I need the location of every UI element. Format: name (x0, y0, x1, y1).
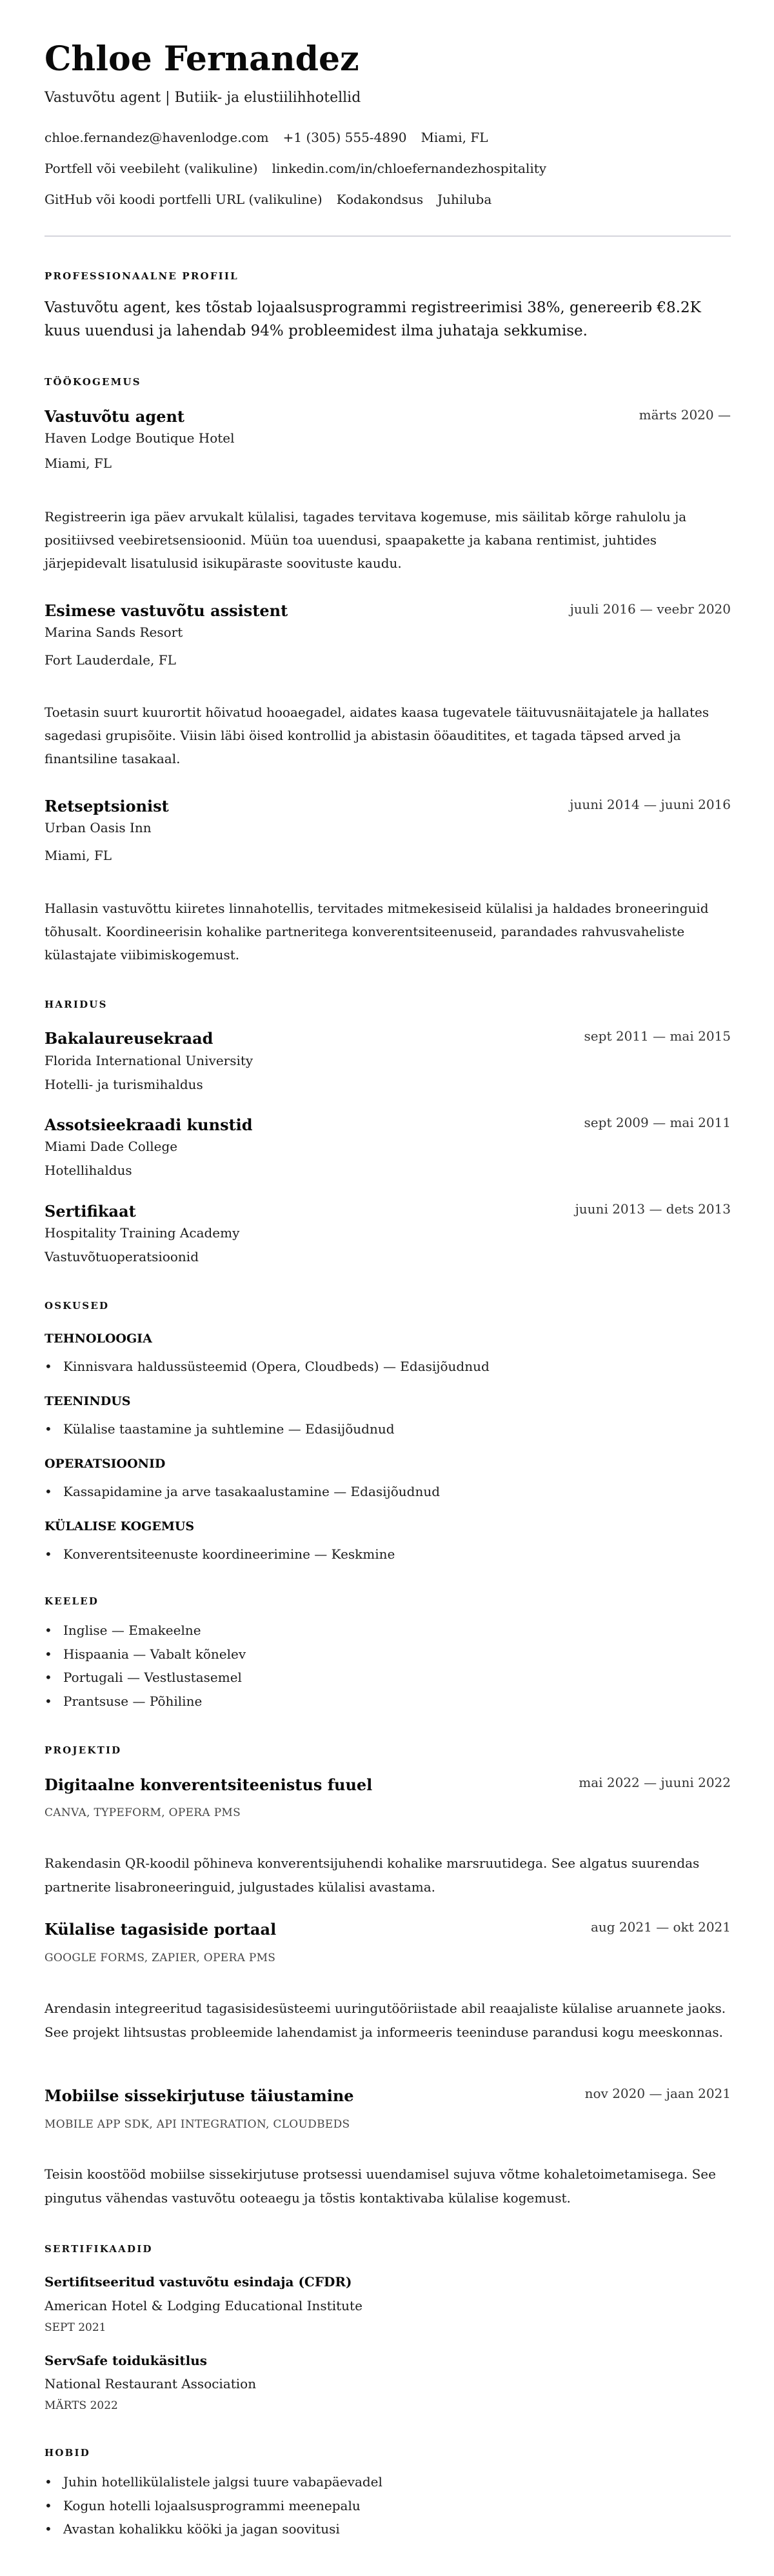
language-item: • Portugali — Vestlustasemel (45, 1666, 731, 1690)
section-heading-certifications: SERTIFIKAADID (45, 2243, 153, 2255)
bullet-icon: • (45, 2497, 52, 2513)
language-list (45, 1619, 731, 1713)
certification-date: MÄRTS 2022 (45, 2399, 118, 2412)
job-company: Marina Sands Resort (45, 624, 183, 640)
job-company: Haven Lodge Boutique Hotel (45, 430, 235, 446)
hobby-item: • Juhin hotellikülalistele jalgsi tuure vabapäevadel (45, 2470, 731, 2494)
hobby-list (45, 2470, 731, 2541)
contact-line-2 (45, 159, 731, 177)
skill-item: • Külalise taastamine ja suhtlemine — Edasijõudnud (45, 1417, 731, 1441)
contact-github[interactable]: GitHub või koodi portfelli URL (valikuline) (45, 192, 322, 207)
profile-summary: Vastuvõtu agent, kes tõstab lojaalsusprogrammi registreerimisi 38%, genereerib €8.2K kuus uuendusi ja lahendab 94% probleemidest ilma juhataja sekkumise. (45, 299, 701, 339)
education-field: Vastuvõtuoperatsioonid (45, 1249, 199, 1264)
project-title: Digitaalne konverentsiteenistus fuuel (45, 1775, 373, 1794)
job-title: Vastuvõtu agent (45, 407, 184, 426)
section-heading-education: HARIDUS (45, 999, 108, 1010)
skill-category: OPERATSIOONID (45, 1457, 166, 1471)
project-tech: CANVA, TYPEFORM, OPERA PMS (45, 1806, 241, 1819)
bullet-icon: • (45, 1622, 52, 1638)
education-school: Hospitality Training Academy (45, 1225, 240, 1241)
project-tech: MOBILE APP SDK, API INTEGRATION, CLOUDBEDS (45, 2118, 350, 2131)
education-school: Florida International University (45, 1053, 253, 1068)
bullet-icon: • (45, 1693, 52, 1709)
project-description: Arendasin integreeritud tagasisidesüsteemi uuringutööriistade abil reaajaliste külalise aruannete jaoks. See projekt lihtsustas probleemide lahendamist ja informeeris teeninduse parandusi kogu meeskonnas. (45, 2001, 726, 2040)
bullet-icon: • (45, 1484, 52, 1499)
job-title: Esimese vastuvõtu assistent (45, 601, 288, 620)
job-description: Toetasin suurt kuurortit hõivatud hooaegadel, aidates kaasa tugevatele täituvusnäitajatele ja hallates sagedasi grupisõite. Viisin läbi öised kontrollid ja abistasin ööauditites, et tagada täpsed arved ja finantsiline tasakaal. (45, 704, 710, 766)
project-description: Rakendasin QR-koodil põhineva konverentsijuhendi kohalike marsruutidega. See algatus suurendas partnerite lisabroneeringuid, julgustades külalisi avastama. (45, 1855, 700, 1895)
bullet-icon: • (45, 1546, 52, 1562)
bullet-icon: • (45, 1646, 52, 1662)
contact-phone[interactable]: +1 (305) 555-4890 (283, 130, 407, 145)
language-item: • Hispaania — Vabalt kõnelev (45, 1642, 731, 1666)
hobby-item: • Kogun hotelli lojaalsusprogrammi meenepalu (45, 2494, 731, 2518)
section-heading-experience: TÖÖKOGEMUS (45, 376, 141, 388)
skill-list (45, 1417, 731, 1441)
section-heading-skills: OSKUSED (45, 1300, 110, 1312)
candidate-headline: Vastuvõtu agent | Butiik- ja elustiilihhotellid (45, 90, 361, 106)
job-description: Hallasin vastuvõttu kiiretes linnahotellis, tervitades mitmekesiseid külalisi ja haldades broneeringuid tõhusalt. Koordineerisin kohalike partneritega konverentsiteenuseid, parandades rahvusvaheliste külastajate viibimiskogemust. (45, 901, 709, 963)
job-description: Registreerin iga päev arvukalt külalisi, tagades tervitava kogemuse, mis säilitab kõrge rahulolu ja positiivsed veebiretsensioonid. Müün toa uuendusi, spaapakette ja kabana rentimist, juhtides järjepidevalt lisatulusid isikupäraste soovituste kaudu. (45, 509, 687, 571)
certification-issuer: American Hotel & Lodging Educational Institute (45, 2298, 362, 2313)
bullet-icon: • (45, 1359, 52, 1374)
project-title: Külalise tagasiside portaal (45, 1920, 277, 1939)
contact-location: Miami, FL (421, 130, 488, 145)
job-location: Fort Lauderdale, FL (45, 652, 176, 668)
bullet-icon: • (45, 2521, 52, 2537)
education-dates: juuni 2013 — dets 2013 (575, 1201, 731, 1217)
hobby-item: • Avastan kohalikku kööki ja jagan soovitusi (45, 2517, 731, 2541)
project-title: Mobiilse sissekirjutuse täiustamine (45, 2086, 354, 2105)
job-dates: märts 2020 — (639, 407, 731, 423)
contact-line-3 (45, 190, 731, 208)
job-dates: juuni 2014 — juuni 2016 (570, 797, 731, 812)
education-dates: sept 2009 — mai 2011 (584, 1115, 731, 1130)
skill-category: KÜLALISE KOGEMUS (45, 1519, 195, 1533)
education-degree: Assotsieekraadi kunstid (45, 1115, 253, 1134)
education-field: Hotelli- ja turismihaldus (45, 1077, 203, 1092)
contact-linkedin[interactable]: linkedin.com/in/chloefernandezhospitality (272, 161, 547, 176)
job-company: Urban Oasis Inn (45, 820, 152, 835)
job-location: Miami, FL (45, 848, 112, 863)
certification-title: Sertifitseeritud vastuvõtu esindaja (CFDR) (45, 2274, 352, 2290)
header-divider (45, 235, 731, 237)
skill-list (45, 1480, 731, 1504)
education-school: Miami Dade College (45, 1139, 178, 1154)
project-dates: aug 2021 — okt 2021 (590, 1919, 731, 1935)
section-heading-profile: PROFESSIONAALNE PROFIIL (45, 270, 239, 282)
skill-item: • Kassapidamine ja arve tasakaalustamine — Edasijõudnud (45, 1480, 731, 1504)
certification-date: SEPT 2021 (45, 2321, 106, 2334)
skill-item: • Konverentsiteenuste koordineerimine — Keskmine (45, 1543, 731, 1566)
education-degree: Bakalaureusekraad (45, 1029, 213, 1048)
education-degree: Sertifikaat (45, 1202, 136, 1221)
contact-email[interactable]: chloe.fernandez@havenlodge.com (45, 130, 269, 145)
section-heading-hobbies: HOBID (45, 2447, 90, 2459)
bullet-icon: • (45, 1421, 52, 1437)
job-dates: juuli 2016 — veebr 2020 (570, 601, 731, 617)
project-dates: nov 2020 — jaan 2021 (584, 2086, 731, 2101)
education-field: Hotellihaldus (45, 1163, 132, 1178)
contact-line-1 (45, 128, 731, 146)
skill-item: • Kinnisvara haldussüsteemid (Opera, Cloudbeds) — Edasijõudnud (45, 1355, 731, 1379)
language-item: • Prantsuse — Põhiline (45, 1690, 731, 1713)
job-title: Retseptsionist (45, 797, 169, 815)
contact-citizenship: Kodakondsus (336, 192, 424, 207)
contact-drivers-license: Juhiluba (437, 192, 492, 207)
skill-category: TEHNOLOOGIA (45, 1332, 152, 1346)
certification-title: ServSafe toidukäsitlus (45, 2353, 208, 2368)
candidate-name: Chloe Fernandez (45, 39, 359, 79)
bullet-icon: • (45, 2474, 52, 2490)
skill-list (45, 1355, 731, 1379)
project-dates: mai 2022 — juuni 2022 (579, 1775, 731, 1790)
education-dates: sept 2011 — mai 2015 (584, 1028, 731, 1044)
project-tech: GOOGLE FORMS, ZAPIER, OPERA PMS (45, 1952, 276, 1964)
job-location: Miami, FL (45, 455, 112, 471)
skill-category: TEENINDUS (45, 1394, 131, 1408)
bullet-icon: • (45, 1670, 52, 1685)
contact-portfolio[interactable]: Portfell või veebileht (valikuline) (45, 161, 258, 176)
language-item: • Inglise — Emakeelne (45, 1619, 731, 1642)
skill-list (45, 1543, 731, 1566)
certification-issuer: National Restaurant Association (45, 2376, 257, 2391)
section-heading-projects: PROJEKTID (45, 1744, 122, 1756)
project-description: Teisin koostööd mobiilse sissekirjutuse protsessi uuendamisel sujuva võtme kohaletoimetamisega. See pingutus vähendas vastuvõtu ooteaegu ja tõstis kontaktivaba külalise kogemust. (45, 2166, 716, 2206)
section-heading-languages: KEELED (45, 1595, 99, 1607)
